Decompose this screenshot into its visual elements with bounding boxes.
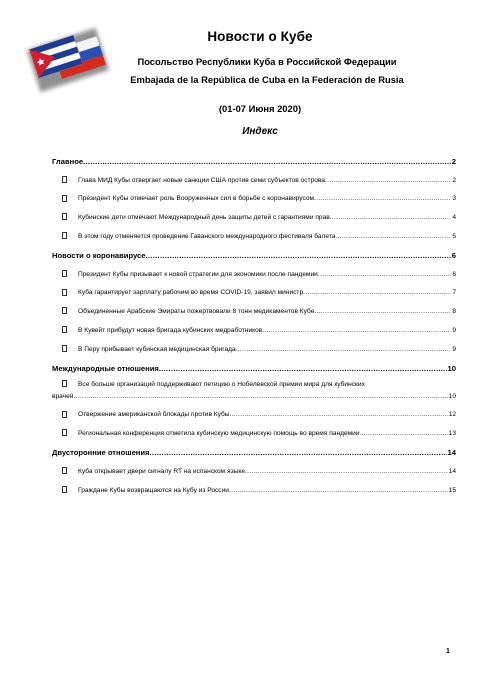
toc-item[interactable]: [52, 170, 456, 189]
toc-item[interactable]: [52, 423, 456, 442]
toc-page-number: 2: [452, 176, 456, 184]
bullet-icon: [62, 429, 67, 436]
toc-item-title: Президент Кубы призывает к новой стратегии для экономики после пандемии: [78, 270, 318, 278]
toc-item[interactable]: [52, 301, 456, 320]
toc-item-title: Президент Кубы отмечает роль Вооруженных сил в борьбе с коронавирусом: [78, 195, 315, 203]
toc-page-number: 10: [448, 392, 456, 400]
bullet-icon: [62, 380, 67, 387]
toc-item[interactable]: [52, 283, 456, 302]
toc-page-number: 5: [452, 232, 456, 240]
toc-page-number: 7: [452, 289, 456, 297]
toc-page-number: 6: [452, 270, 456, 278]
toc-item[interactable]: [52, 226, 456, 245]
toc-section-title: Главное: [52, 157, 84, 166]
toc-page-number: 15: [448, 486, 456, 494]
document-title: Новости о Кубе: [207, 29, 313, 44]
page-number: 1: [446, 648, 450, 655]
toc-leader-dots: [314, 195, 451, 203]
toc-leader-dots: [262, 327, 451, 335]
toc-item[interactable]: [52, 207, 456, 226]
toc-page-number: 12: [448, 411, 456, 419]
bullet-icon: [62, 176, 67, 183]
toc-item-title: врачей: [52, 392, 74, 400]
bullet-icon: [62, 213, 67, 220]
toc-leader-dots: [230, 411, 448, 419]
toc-leader-dots: [335, 233, 451, 241]
toc-item[interactable]: [52, 264, 456, 283]
toc-page-number: 3: [452, 195, 456, 203]
toc-item-title: В Перу прибывает кубинская медицинская бригада: [78, 345, 236, 353]
toc-leader-dots: [318, 271, 452, 279]
toc-leader-dots: [245, 468, 448, 476]
cuba-russia-flag-logo: [26, 30, 110, 86]
toc-leader-dots: [150, 449, 447, 457]
embassy-name-russian: Посольство Республики Куба в Российской Федерации: [137, 56, 397, 67]
toc-page-number: 9: [452, 345, 456, 353]
bullet-icon: [62, 232, 67, 239]
toc-page-number: 4: [452, 214, 456, 222]
toc-page-number: 9: [452, 326, 456, 334]
toc-item-title-line1: Все больше организаций поддерживают петицию о Нобелевской премии мира для кубинских: [78, 380, 365, 388]
bullet-icon: [62, 411, 67, 418]
toc-item-title: Глава МИД Кубы отвергает новые санкции США против семи субъектов острова: [78, 176, 325, 184]
toc-item-title: Отвержение американской блокады против Кубы: [78, 411, 230, 419]
toc-item[interactable]: [52, 480, 456, 499]
toc-item[interactable]: [52, 377, 456, 405]
toc-item-title: В этом году отменяется проведение Гаванского международного фестиваля балета: [78, 232, 336, 240]
bullet-icon: [62, 270, 67, 277]
toc-page-number: 10: [447, 364, 456, 373]
toc-leader-dots: [330, 214, 452, 222]
toc-page-number: 8: [452, 308, 456, 316]
toc-section-international-relations[interactable]: [52, 358, 456, 377]
toc-section-bilateral-relations[interactable]: [52, 442, 456, 461]
toc-item-title: Граждане Кубы возвращаются на Кубу из России: [78, 486, 229, 494]
toc-page-number: 14: [447, 448, 456, 457]
toc-section-title: Международные отношения: [52, 364, 159, 373]
bullet-icon: [62, 289, 67, 296]
bullet-icon: [62, 195, 67, 202]
toc-leader-dots: [314, 308, 451, 316]
toc-section-main[interactable]: [52, 151, 456, 170]
toc-page-number: 2: [451, 157, 456, 166]
toc-item[interactable]: [52, 189, 456, 208]
toc-item[interactable]: [52, 339, 456, 358]
toc-item-title: Куба гарантирует зарплату рабочим во время COVID-19, заявил министр: [78, 289, 304, 297]
toc-leader-dots: [236, 346, 452, 354]
toc-leader-dots: [303, 289, 451, 297]
toc-item[interactable]: [52, 320, 456, 339]
toc-item-title: В Кувейт прибудут новая бригада кубинских медработников: [78, 326, 263, 334]
toc-item-title: Кубинские дети отмечают Международный день защиты детей с гарантиями прав: [78, 214, 330, 222]
toc-leader-dots: [159, 365, 447, 373]
toc-leader-dots: [325, 177, 451, 185]
toc-leader-dots: [229, 487, 448, 495]
bullet-icon: [62, 345, 67, 352]
toc-leader-dots: [83, 158, 451, 166]
toc-section-coronavirus[interactable]: [52, 245, 456, 264]
bullet-icon: [62, 326, 67, 333]
bullet-icon: [62, 307, 67, 314]
embassy-name-spanish: Embajada de la República de Cuba en la Federación de Rusia: [130, 74, 404, 85]
date-range: (01-07 Июня 2020): [218, 103, 302, 114]
toc-page-number: 14: [448, 467, 456, 475]
toc-page-number: 6: [451, 251, 456, 260]
toc-leader-dots: [145, 252, 450, 260]
toc-item[interactable]: [52, 461, 456, 480]
toc-leader-dots: [360, 430, 448, 438]
toc-page-number: 13: [448, 430, 456, 438]
toc-item[interactable]: [52, 405, 456, 424]
bullet-icon: [62, 467, 67, 474]
toc-item-title: Объединенные Арабские Эмираты пожертвовали 8 тонн медикаментов Кубе: [78, 308, 315, 316]
table-of-contents: [52, 151, 456, 499]
toc-item-title: Куба открывает двери сигналу RT на испанском языке: [78, 467, 245, 475]
toc-item-title: Региональная конференция отметила кубинскую медицинскую помощь во время пандемии: [78, 430, 360, 438]
bullet-icon: [62, 486, 67, 493]
index-heading: Индекс: [242, 126, 278, 137]
toc-leader-dots: [73, 393, 447, 401]
toc-section-title: Двусторонние отношения: [52, 448, 150, 457]
toc-section-title: Новости о коронавирусе: [52, 251, 146, 260]
